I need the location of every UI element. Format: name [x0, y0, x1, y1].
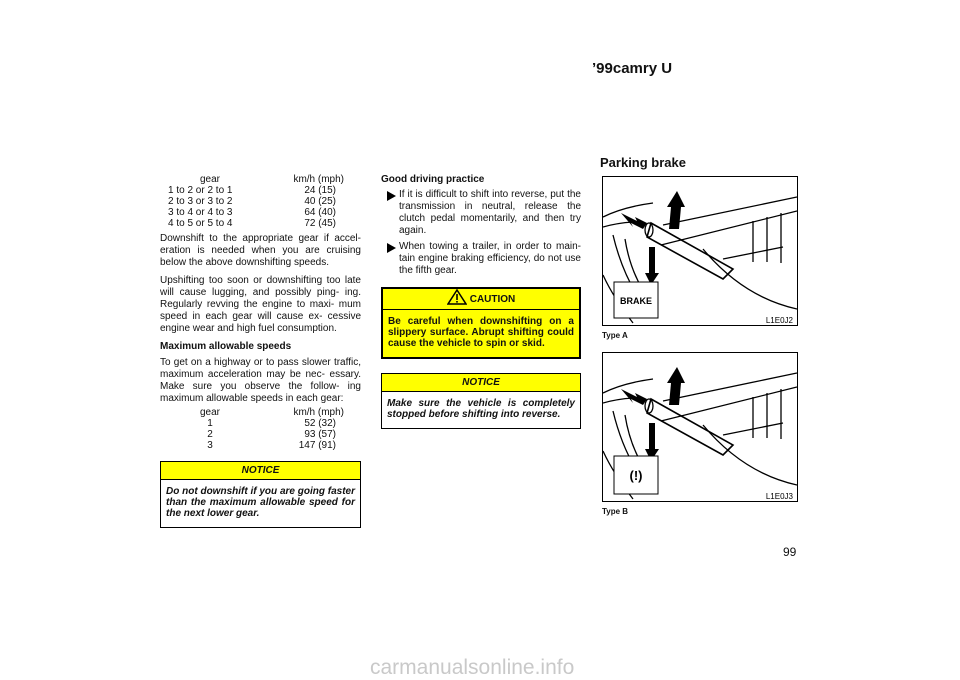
- figure-caption: Type B: [602, 507, 629, 516]
- column-2: [381, 174, 581, 429]
- page-header: ’99camry U: [592, 60, 673, 77]
- figure-type-b: [602, 352, 798, 502]
- table-row: 4 to 5 or 5 to 4 72 (45): [168, 218, 336, 229]
- caution-title: CAUTION: [383, 289, 579, 310]
- paragraph-downshift: Downshift to the appropriate gear if accel- eration is needed when you are cruising below the above downshifting speeds.: [160, 233, 361, 268]
- brake-warning-icon: (!): [629, 468, 643, 483]
- warning-triangle-icon: [447, 289, 467, 305]
- table-row: 2 to 3 or 3 to 2 40 (25): [168, 196, 336, 207]
- notice-title: NOTICE: [161, 462, 360, 480]
- table-header-gear: gear: [199, 174, 220, 185]
- figure-type-a: [602, 176, 798, 326]
- downshift-speed-table: [160, 174, 352, 229]
- max-speed-heading: Maximum allowable speeds: [160, 341, 292, 352]
- figure-caption: Type A: [602, 331, 628, 340]
- watermark: carmanualsonline.info: [370, 656, 575, 679]
- table-row: 2 93 (57): [207, 429, 336, 440]
- notice-box-reverse: [381, 373, 581, 429]
- table-row: 1 52 (32): [207, 418, 336, 429]
- notice-title: NOTICE: [382, 374, 580, 392]
- parking-brake-lever-illustration: [603, 353, 797, 501]
- notice-text: Do not downshift if you are going faster than the maximum allowable speed for the next lower gear.: [166, 486, 355, 519]
- figure-code: L1E0J3: [765, 492, 793, 501]
- bullet-triangle-icon: [387, 191, 396, 201]
- table-header-speed: km/h (mph): [293, 407, 344, 418]
- parking-brake-lever-illustration: [603, 177, 797, 325]
- column-3: [602, 176, 800, 528]
- max-speed-table: [170, 407, 350, 451]
- brake-text-icon: BRAKE: [619, 296, 653, 306]
- caution-text: Be careful when downshifting on a slippery surface. Abrupt shifting could cause the vehicle to spin or skid.: [388, 316, 574, 349]
- notice-box-downshift: [160, 461, 361, 528]
- bullet-triangle-icon: [387, 243, 396, 253]
- table-row: 3 147 (91): [207, 440, 336, 451]
- table-row: 1 to 2 or 2 to 1 24 (15): [168, 185, 336, 196]
- caution-box: [381, 287, 581, 359]
- notice-text: Make sure the vehicle is completely stopped before shifting into reverse.: [387, 398, 575, 420]
- column-1: [160, 174, 361, 528]
- list-item: When towing a trailer, in order to main- tain engine braking efficiency, do not use the fifth gear.: [381, 241, 581, 277]
- figure-code: L1E0J2: [765, 316, 793, 325]
- paragraph-upshift: Upshifting too soon or downshifting too late will cause lugging, and possibly ping- ing. Regularly revving the engine to maxi- mum speed in each gear will cause ex- cessive engine wear and high fuel consumption.: [160, 275, 361, 334]
- table-header-speed: km/h (mph): [293, 174, 344, 185]
- table-row: 3 to 4 or 4 to 3 64 (40): [168, 207, 336, 218]
- table-header-gear: gear: [199, 407, 220, 418]
- paragraph-max-speed: To get on a highway or to pass slower traffic, maximum acceleration may be nec- essary. Make sure you observe the follow- ing maximum allowable speeds in each gear:: [160, 357, 361, 404]
- section-title: Parking brake: [600, 155, 686, 170]
- good-practice-heading: Good driving practice: [381, 174, 485, 185]
- list-item: If it is difficult to shift into reverse, put the transmission in neutral, release the clutch pedal momentarily, and then try again.: [381, 189, 581, 237]
- page-number: 99: [783, 545, 797, 559]
